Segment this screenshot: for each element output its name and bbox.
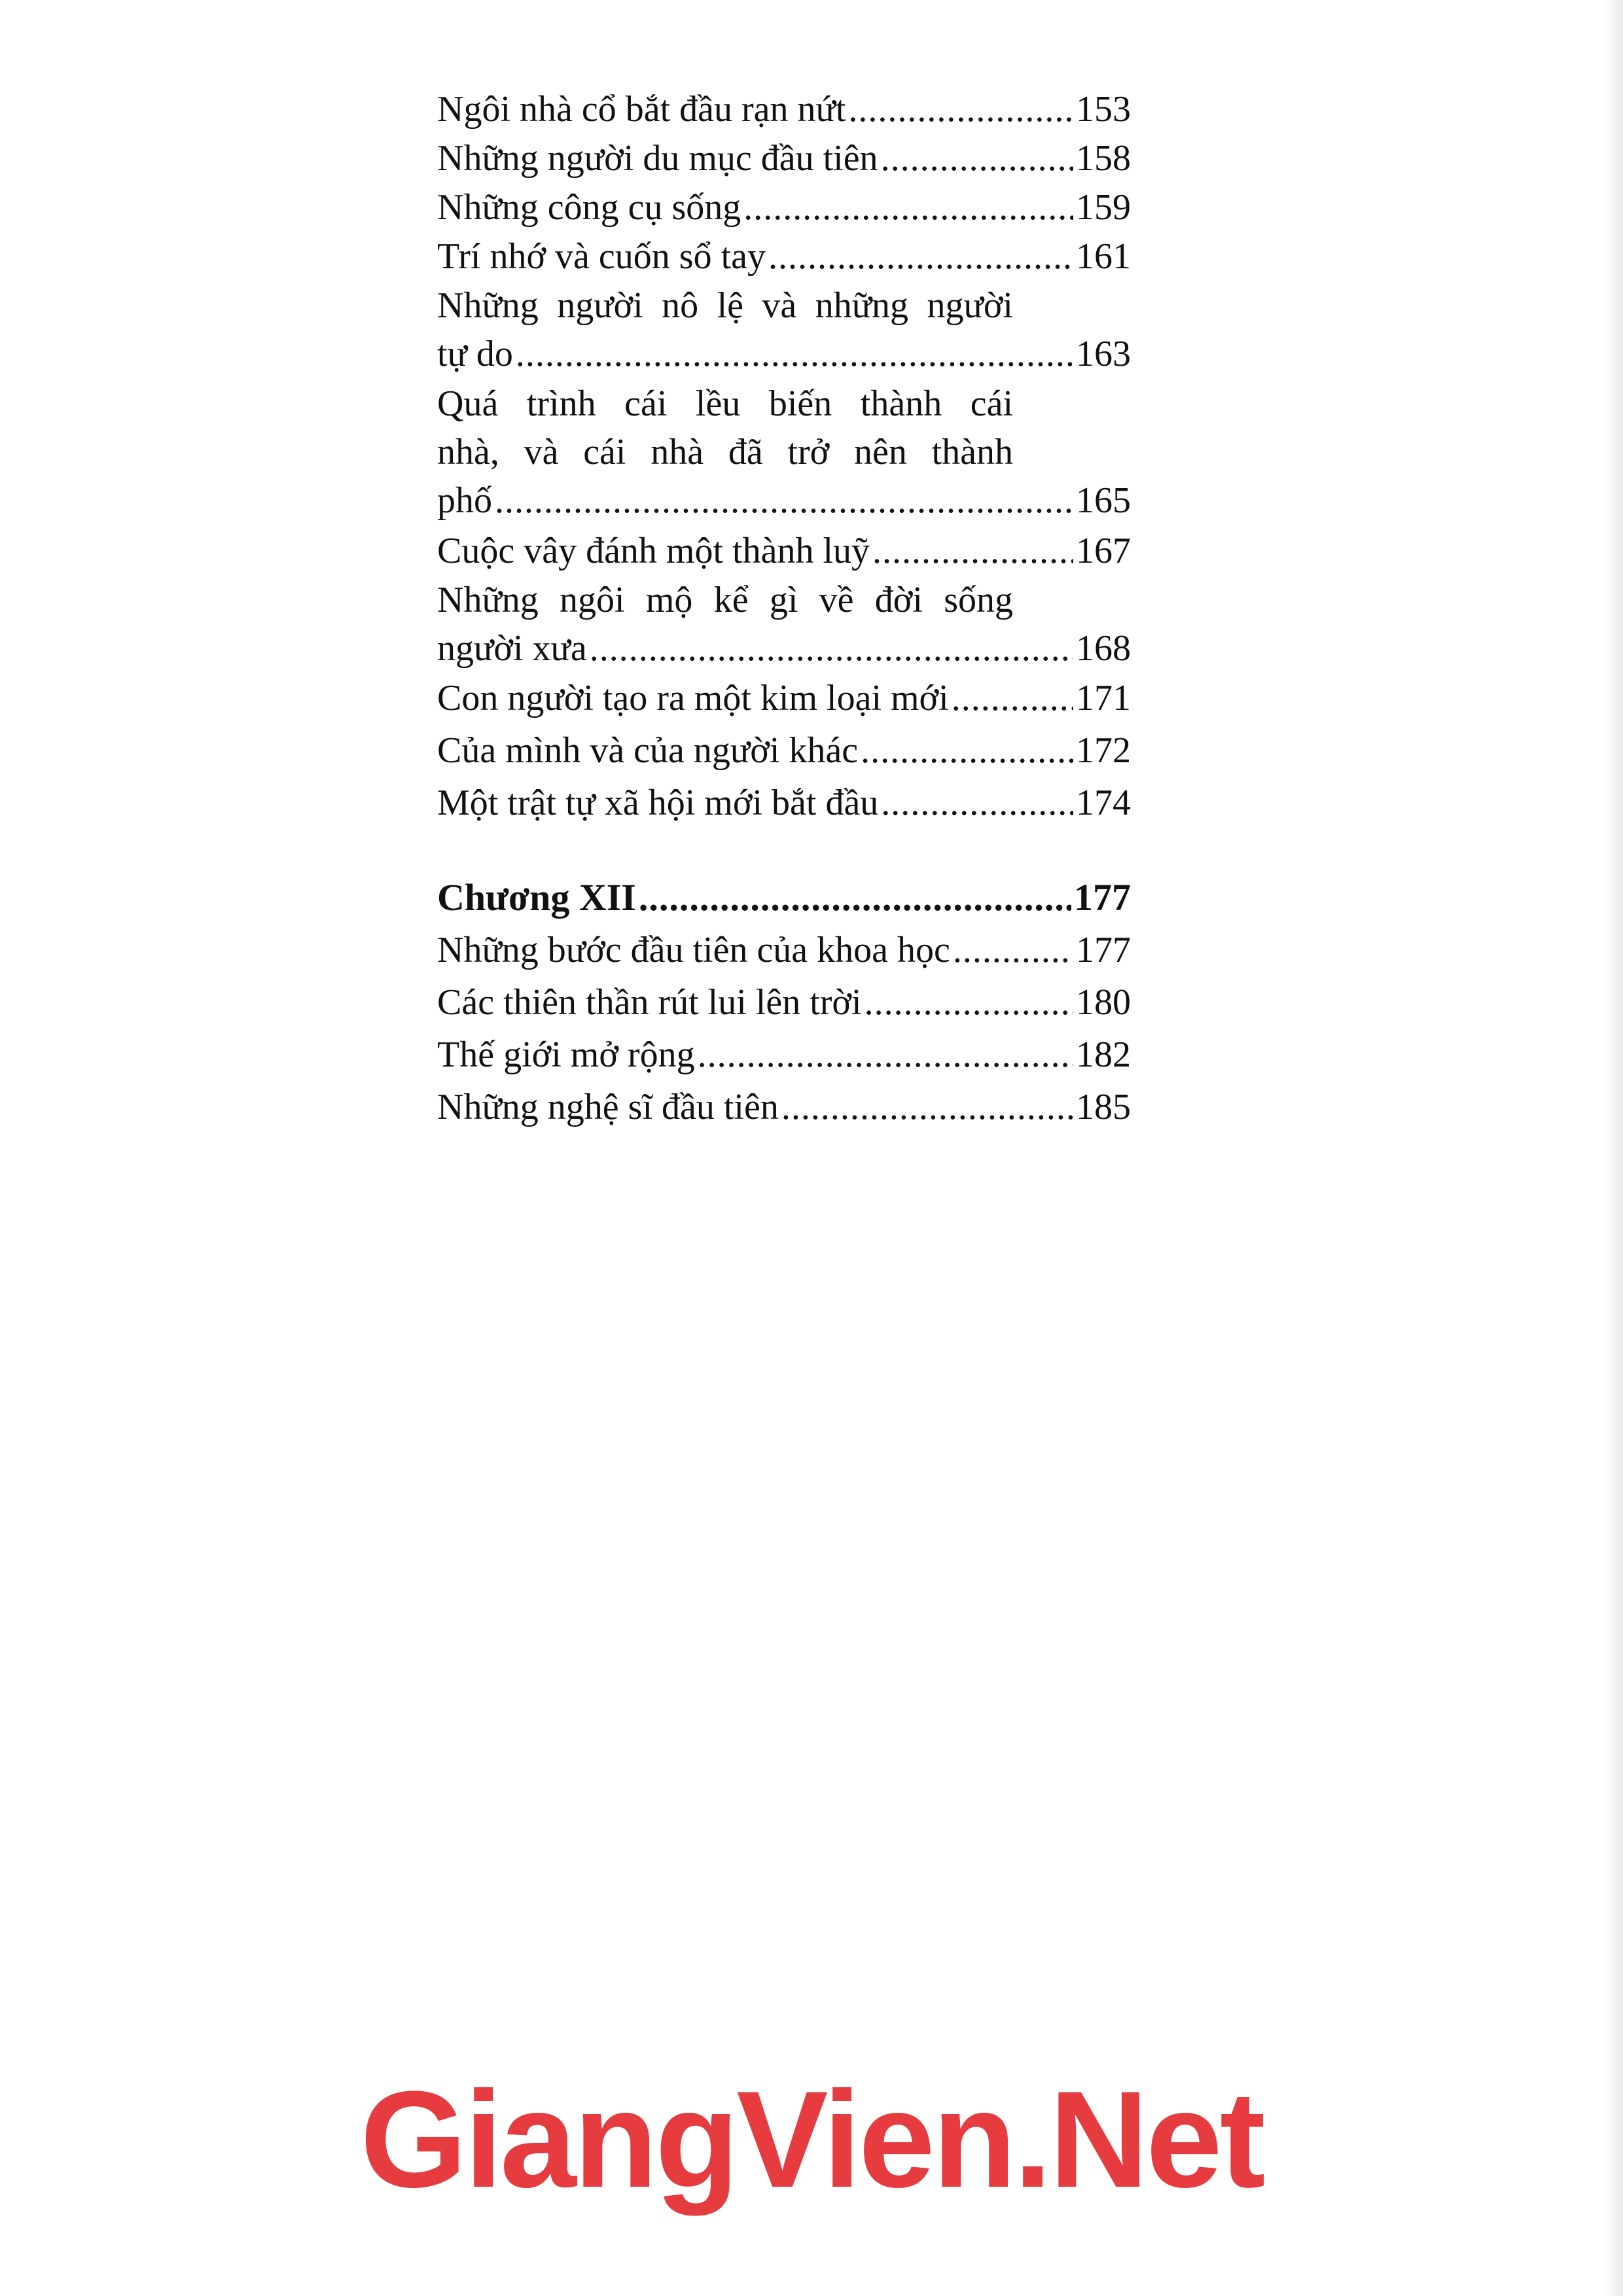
toc-page-number: 167 bbox=[1076, 531, 1131, 571]
toc-entry-title-line: Những ngôi mộ kể gì về đời sống bbox=[437, 580, 1013, 620]
toc-entry[interactable] bbox=[437, 134, 1131, 183]
toc-entry-title-line: Những người nô lệ và những người bbox=[437, 285, 1013, 326]
toc-page-number: 172 bbox=[1076, 730, 1131, 771]
toc-entry[interactable] bbox=[437, 978, 1131, 1027]
toc-entry-title: Ngôi nhà cổ bắt đầu rạn nứt bbox=[437, 89, 846, 130]
dot-leader bbox=[865, 978, 1073, 1027]
dot-leader bbox=[953, 926, 1073, 974]
dot-leader bbox=[495, 476, 1073, 525]
toc-entry[interactable] bbox=[437, 232, 1131, 281]
toc-page-number: 163 bbox=[1076, 334, 1131, 374]
toc-entry[interactable] bbox=[437, 183, 1131, 232]
toc-page-number: 158 bbox=[1076, 138, 1131, 179]
toc-page-number: 174 bbox=[1076, 783, 1131, 823]
toc-entry-title-line: tự do bbox=[437, 334, 513, 374]
toc-entry-title: Các thiên thần rút lui lên trời bbox=[437, 982, 862, 1023]
toc-page-number: 171 bbox=[1076, 678, 1131, 718]
dot-leader bbox=[861, 726, 1073, 775]
toc-page-number: 159 bbox=[1076, 187, 1131, 228]
dot-leader bbox=[848, 85, 1073, 133]
toc-entry-title: Một trật tự xã hội mới bắt đầu bbox=[437, 783, 879, 823]
toc-entry-title: Cuộc vây đánh một thành luỹ bbox=[437, 531, 870, 571]
watermark-logo: GiangVien.Net bbox=[360, 2062, 1263, 2216]
chapter-title: Chương XII bbox=[437, 876, 636, 919]
dot-leader bbox=[872, 527, 1073, 575]
toc-entry[interactable] bbox=[437, 576, 1131, 673]
dot-leader bbox=[768, 232, 1073, 281]
dot-leader bbox=[516, 330, 1073, 378]
toc-entry[interactable] bbox=[437, 926, 1131, 974]
toc-entry-title: Thế giới mở rộng bbox=[437, 1034, 695, 1075]
toc-entry-title: Trí nhớ và cuốn sổ tay bbox=[437, 236, 766, 277]
toc-entry-title: Những nghệ sĩ đầu tiên bbox=[437, 1087, 779, 1127]
toc-page-number: 182 bbox=[1076, 1034, 1131, 1075]
toc-page-number: 168 bbox=[1076, 628, 1131, 669]
toc-entry[interactable] bbox=[437, 1031, 1131, 1079]
toc-page-number: 177 bbox=[1074, 876, 1131, 919]
page-edge-shadow bbox=[1605, 0, 1623, 2296]
toc-page-number: 165 bbox=[1076, 480, 1131, 521]
dot-leader bbox=[639, 874, 1071, 922]
dot-leader bbox=[881, 779, 1073, 827]
toc-entry-title: Những công cụ sống bbox=[437, 187, 741, 228]
toc-entry[interactable] bbox=[437, 779, 1131, 827]
dot-leader bbox=[743, 183, 1073, 232]
toc-entry-title-line: người xưa bbox=[437, 628, 587, 669]
toc-entry-title: Những bước đầu tiên của khoa học bbox=[437, 930, 950, 970]
toc-entry-title: Con người tạo ra một kim loại mới bbox=[437, 678, 949, 718]
toc-entry-title: Những người du mục đầu tiên bbox=[437, 138, 878, 179]
toc-entry[interactable] bbox=[437, 674, 1131, 722]
toc-entry[interactable] bbox=[437, 380, 1131, 525]
toc-entry[interactable] bbox=[437, 726, 1131, 775]
dot-leader bbox=[781, 1083, 1073, 1131]
toc-page-number: 185 bbox=[1076, 1087, 1131, 1127]
toc-page-number: 153 bbox=[1076, 89, 1131, 130]
toc-page-number: 177 bbox=[1076, 930, 1131, 970]
toc-page-number: 180 bbox=[1076, 982, 1131, 1023]
toc-entry[interactable] bbox=[437, 527, 1131, 575]
toc-entry[interactable] bbox=[437, 85, 1131, 133]
dot-leader bbox=[590, 624, 1073, 673]
toc-entry-title-line: nhà, và cái nhà đã trở nên thành bbox=[437, 432, 1013, 472]
toc-entry[interactable] bbox=[437, 281, 1131, 378]
toc-chapter-heading[interactable] bbox=[437, 874, 1131, 922]
toc-entry-title-line: phố bbox=[437, 480, 492, 521]
toc-entry-title-line: Quá trình cái lều biến thành cái bbox=[437, 383, 1013, 424]
dot-leader bbox=[952, 674, 1073, 722]
toc-page-number: 161 bbox=[1076, 236, 1131, 277]
dot-leader bbox=[698, 1031, 1073, 1079]
dot-leader bbox=[881, 134, 1073, 183]
toc-entry[interactable] bbox=[437, 1083, 1131, 1131]
toc-entry-title: Của mình và của người khác bbox=[437, 730, 859, 771]
